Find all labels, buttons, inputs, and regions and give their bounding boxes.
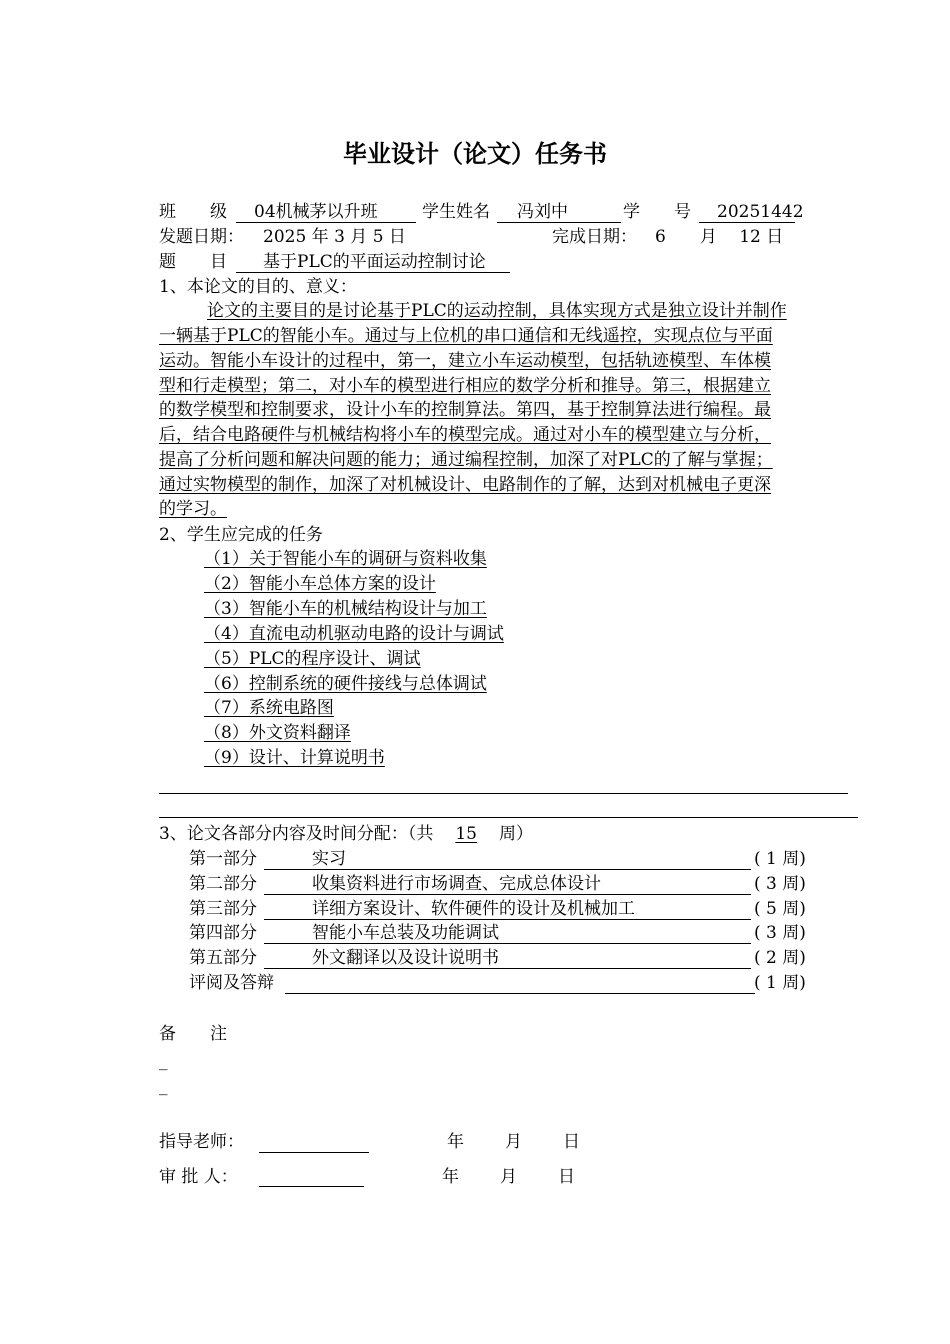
advisor-year: 年	[447, 1132, 464, 1152]
topic-value: 基于PLC的平面运动控制讨论	[263, 252, 486, 272]
advisor-day: 日	[563, 1132, 580, 1152]
class-value: 04机械茅以升班	[254, 202, 378, 222]
part-label: 第五部分	[189, 948, 257, 968]
approver-signature-line	[259, 1186, 364, 1187]
blank-line	[159, 793, 848, 794]
part-content: 外文翻译以及设计说明书	[312, 948, 499, 968]
advisor-label: 指导老师：	[159, 1132, 244, 1152]
total-weeks: 15	[455, 824, 477, 844]
task-item: （6）控制系统的硬件接线与总体调试	[204, 674, 487, 694]
paragraph-line: 运动。智能小车设计的过程中，第一，建立小车运动模型，包括轨迹模型、车体模	[159, 351, 771, 371]
issue-label: 发题日期：	[159, 227, 244, 247]
task-item: （1）关于智能小车的调研与资料收集	[204, 549, 487, 569]
task-item: （7）系统电路图	[204, 698, 334, 718]
paragraph-line: 提高了分析问题和解决问题的能力；通过编程控制，加深了对PLC的了解与掌握；	[159, 450, 773, 470]
part-weeks: ( 1 周)	[754, 849, 806, 869]
topic-label: 题 目	[159, 252, 227, 272]
section3-heading-suffix: 周）	[498, 824, 533, 844]
finish-label: 完成日期：	[552, 227, 637, 247]
student-field	[497, 200, 621, 223]
part-content: 智能小车总装及功能调试	[312, 923, 499, 943]
paragraph-line: 一辆基于PLC的智能小车。通过与上位机的串口通信和无线遥控，实现点位与平面	[159, 326, 773, 346]
paragraph-line: 通过实物模型的制作，加深了对机械设计、电路制作的了解，达到对机械电子更深	[159, 475, 771, 495]
section3-heading	[159, 822, 533, 846]
part-label: 评阅及答辩	[189, 973, 274, 993]
advisor-month: 月	[505, 1132, 522, 1152]
part-label: 第一部分	[189, 849, 257, 869]
approver-label: 审 批 人：	[159, 1167, 238, 1187]
task-item: （2）智能小车总体方案的设计	[204, 574, 436, 594]
id-field	[699, 200, 804, 223]
part-field	[285, 971, 755, 994]
part-weeks: ( 2 周)	[754, 948, 806, 968]
section3-heading-prefix: 3、论文各部分内容及时间分配：（共	[159, 824, 434, 844]
section1-heading: 1、本论文的目的、意义：	[159, 277, 357, 297]
part-label: 第二部分	[189, 874, 257, 894]
blank-line	[159, 817, 858, 818]
task-item: （3）智能小车的机械结构设计与加工	[204, 599, 487, 619]
part-field	[264, 921, 751, 944]
paragraph-line: 后，结合电路硬件与机械结构将小车的模型完成。通过对小车的模型建立与分析，	[159, 425, 771, 445]
remarks-line: _	[159, 1076, 168, 1096]
part-weeks: ( 1 周)	[754, 973, 806, 993]
part-field	[264, 946, 751, 969]
part-weeks: ( 3 周)	[754, 874, 806, 894]
remarks-line: _	[159, 1051, 168, 1071]
class-label: 班 级	[159, 202, 227, 222]
paragraph-line: 论文的主要目的是讨论基于PLC的运动控制，具体实现方式是独立设计并制作	[207, 301, 787, 321]
section2-heading: 2、学生应完成的任务	[159, 525, 323, 545]
task-item: （9）设计、计算说明书	[204, 748, 385, 768]
approver-day: 日	[558, 1167, 575, 1187]
task-item: （4）直流电动机驱动电路的设计与调试	[204, 624, 504, 644]
finish-value: 6 月 12 日	[655, 227, 784, 247]
part-field	[264, 847, 751, 870]
issue-value: 2025 年 3 月 5 日	[263, 227, 406, 247]
advisor-signature-line	[259, 1152, 369, 1153]
part-field	[264, 872, 751, 895]
part-weeks: ( 5 周)	[754, 899, 806, 919]
remarks-label: 备 注	[159, 1024, 227, 1044]
student-value: 冯刘中	[517, 202, 568, 222]
approver-month: 月	[500, 1167, 517, 1187]
part-content: 实习	[312, 849, 346, 869]
part-content: 收集资料进行市场调查、完成总体设计	[312, 874, 601, 894]
paragraph-line-last: 的学习。	[159, 499, 227, 519]
part-label: 第三部分	[189, 899, 257, 919]
page-title: 毕业设计（论文）任务书	[343, 140, 607, 168]
topic-field	[236, 250, 510, 273]
task-item: （5）PLC的程序设计、调试	[204, 649, 421, 669]
part-label: 第四部分	[189, 923, 257, 943]
part-field	[264, 897, 751, 920]
part-content: 详细方案设计、软件硬件的设计及机械加工	[312, 899, 635, 919]
paragraph-line: 的数学模型和控制要求，设计小车的控制算法。第四，基于控制算法进行编程。最	[159, 400, 771, 420]
class-field	[236, 200, 416, 223]
student-label: 学生姓名	[422, 202, 490, 222]
task-item: （8）外文资料翻译	[204, 723, 351, 743]
id-value: 20251442	[717, 202, 804, 222]
approver-year: 年	[442, 1167, 459, 1187]
id-label: 学 号	[623, 202, 691, 222]
paragraph-line: 型和行走模型；第二，对小车的模型进行相应的数学分析和推导。第三，根据建立	[159, 376, 771, 396]
part-weeks: ( 3 周)	[754, 923, 806, 943]
